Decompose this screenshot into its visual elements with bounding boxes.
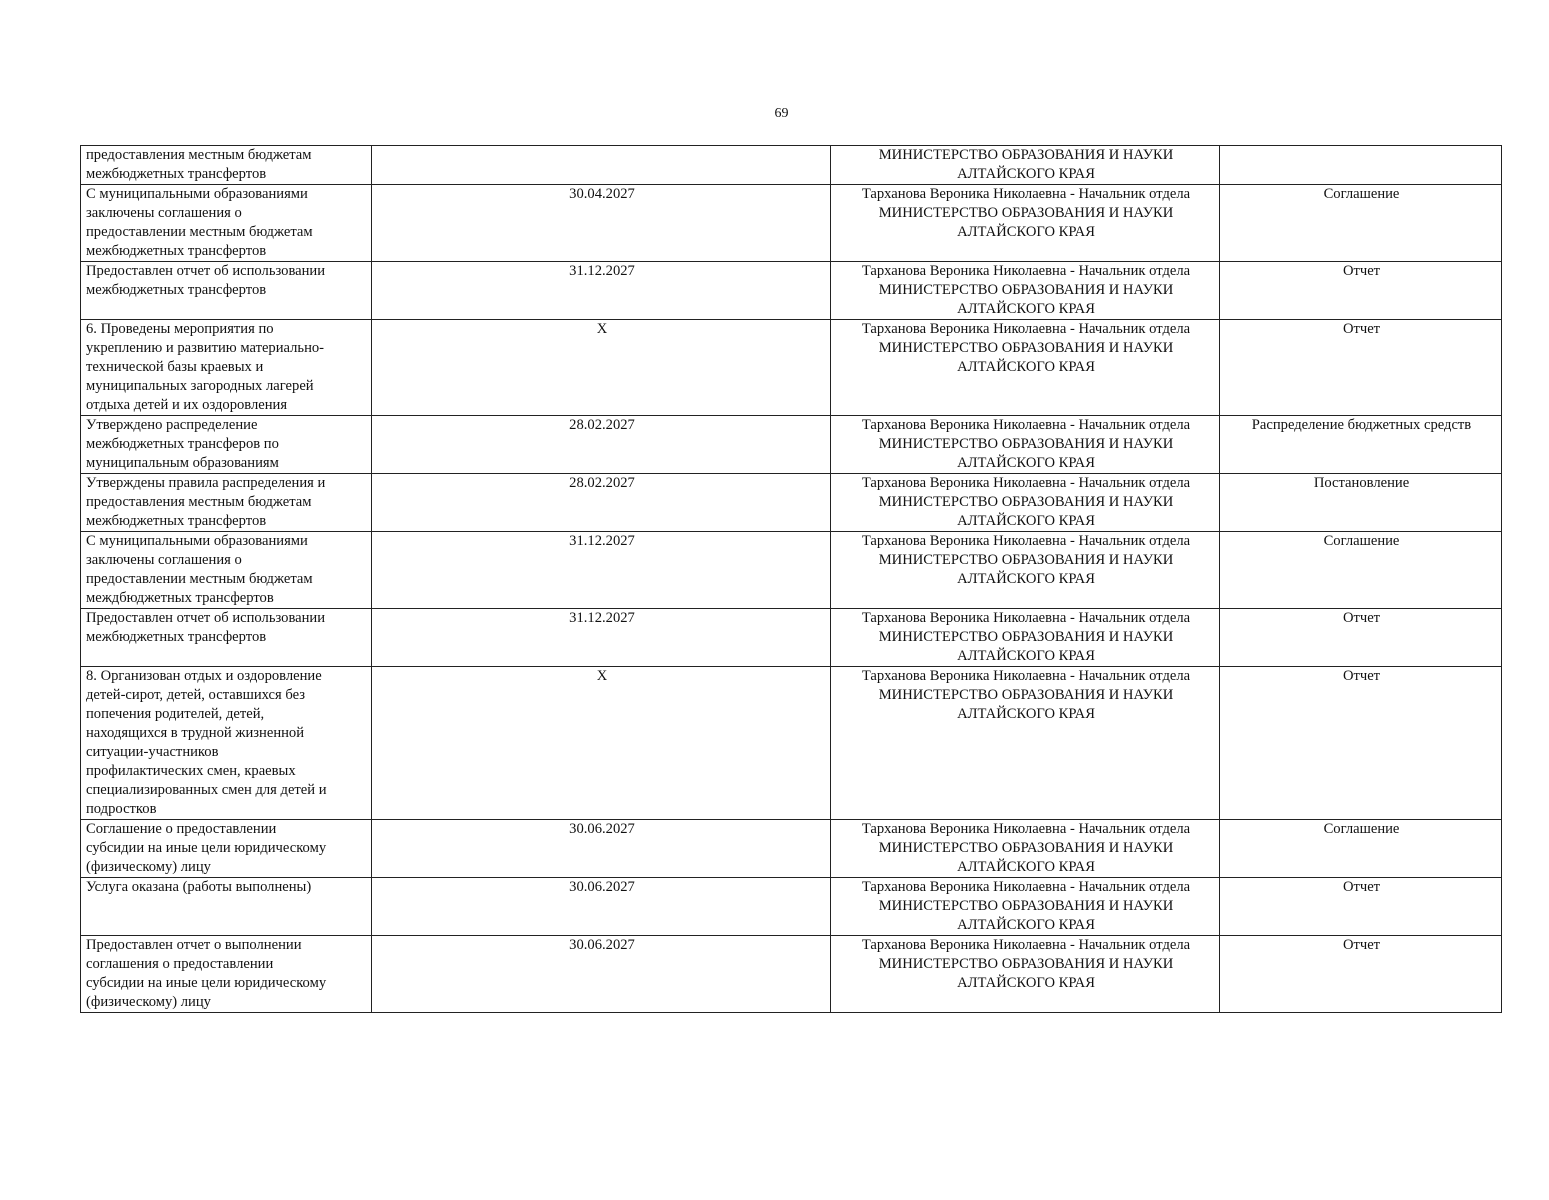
document-type-cell: Постановление [1220,474,1502,532]
measure-name-line: отдыха детей и их оздоровления [86,397,288,413]
responsible-line: МИНИСТЕРСТВО ОБРАЗОВАНИЯ И НАУКИ [878,956,1174,972]
page-number: 69 [774,106,789,121]
responsible-line: Тарханова Вероника Николаевна - Начальник отдела [861,610,1191,626]
measure-name-line: предоставлении местным бюджетам [86,571,313,587]
deadline-cell: 30.04.2027 [372,185,831,262]
measure-name-line: Услуга оказана (работы выполнены) [86,879,312,895]
measure-name-line: предоставлении местным бюджетам [86,224,313,240]
responsible-line: Тарханова Вероника Николаевна - Начальник отдела [861,417,1191,433]
deadline-cell: 30.06.2027 [372,936,831,1013]
measure-name-line: Предоставлен отчет об использовании [86,263,326,279]
measure-name-cell [81,667,372,820]
responsible-line: АЛТАЙСКОГО КРАЯ [957,975,1095,991]
responsible-line: МИНИСТЕРСТВО ОБРАЗОВАНИЯ И НАУКИ [878,282,1174,298]
measure-name-cell [81,320,372,416]
measure-name-line: технической базы краевых и [86,359,264,375]
measure-name-line: Соглашение о предоставлении [86,821,277,837]
measure-name-line: (физическому) лицу [86,994,211,1010]
measure-name-line: муниципальных загородных лагерей [86,378,314,394]
table-row [81,416,1502,474]
table-row [81,609,1502,667]
measure-name-line: субсидии на иные цели юридическому [86,840,327,856]
measure-name-line: междбюджетных трансфертов [86,590,274,606]
responsible-line: Тарханова Вероника Николаевна - Начальник отдела [861,533,1191,549]
deadline-cell: 28.02.2027 [372,416,831,474]
responsible-cell [831,474,1220,532]
responsible-line: АЛТАЙСКОГО КРАЯ [957,166,1095,182]
responsible-cell [831,609,1220,667]
responsible-line: МИНИСТЕРСТВО ОБРАЗОВАНИЯ И НАУКИ [878,205,1174,221]
deadline-cell: X [372,320,831,416]
responsible-line: МИНИСТЕРСТВО ОБРАЗОВАНИЯ И НАУКИ [878,898,1174,914]
responsible-cell [831,667,1220,820]
measure-name-line: межбюджетных трансфертов [86,243,267,259]
responsible-line: МИНИСТЕРСТВО ОБРАЗОВАНИЯ И НАУКИ [878,687,1174,703]
responsible-line: Тарханова Вероника Николаевна - Начальник отдела [861,321,1191,337]
document-type-cell: Отчет [1220,609,1502,667]
responsible-cell [831,936,1220,1013]
deadline-cell [372,146,831,185]
responsible-cell [831,416,1220,474]
measure-name-line: детей-сирот, детей, оставшихся без [86,687,306,703]
responsible-line: Тарханова Вероника Николаевна - Начальник отдела [861,821,1191,837]
measure-name-line: предоставления местным бюджетам [86,147,312,163]
table-body [81,146,1502,1013]
measure-name-cell [81,474,372,532]
responsible-cell [831,262,1220,320]
document-type-cell: Отчет [1220,878,1502,936]
responsible-line: АЛТАЙСКОГО КРАЯ [957,917,1095,933]
responsible-line: АЛТАЙСКОГО КРАЯ [957,359,1095,375]
measure-name-line: субсидии на иные цели юридическому [86,975,327,991]
responsible-line: МИНИСТЕРСТВО ОБРАЗОВАНИЯ И НАУКИ [878,436,1174,452]
deadline-cell: 31.12.2027 [372,532,831,609]
measure-name-line: подростков [86,801,157,817]
measure-name-line: попечения родителей, детей, [86,706,265,722]
deadline-cell: 31.12.2027 [372,609,831,667]
table-row [81,667,1502,820]
measure-name-line: С муниципальными образованиями [86,533,308,549]
document-type-cell: Отчет [1220,667,1502,820]
responsible-line: Тарханова Вероника Николаевна - Начальник отдела [861,475,1191,491]
responsible-line: АЛТАЙСКОГО КРАЯ [957,513,1095,529]
responsible-cell [831,146,1220,185]
measure-name-cell [81,609,372,667]
measure-name-line: профилактических смен, краевых [86,763,296,779]
measure-name-line: межбюджетных трансфертов [86,629,267,645]
table-row [81,936,1502,1013]
measure-name-line: межбюджетных трансферов по [86,436,279,452]
table-row [81,820,1502,878]
measure-name-line: муниципальным образованиям [86,455,279,471]
responsible-cell [831,185,1220,262]
measure-name-cell [81,532,372,609]
measure-name-line: находящихся в трудной жизненной [86,725,305,741]
responsible-line: Тарханова Вероника Николаевна - Начальник отдела [861,186,1191,202]
measure-name-line: Утверждены правила распределения и [86,475,326,491]
responsible-line: МИНИСТЕРСТВО ОБРАЗОВАНИЯ И НАУКИ [878,552,1174,568]
measure-name-line: Утверждено распределение [86,417,258,433]
measure-name-line: Предоставлен отчет об использовании [86,610,326,626]
responsible-cell [831,820,1220,878]
measure-name-cell [81,416,372,474]
document-type-cell: Отчет [1220,320,1502,416]
table-row [81,878,1502,936]
deadline-cell: X [372,667,831,820]
table-row [81,320,1502,416]
measure-name-line: 8. Организован отдых и оздоровление [86,668,322,684]
responsible-line: Тарханова Вероника Николаевна - Начальник отдела [861,937,1191,953]
deadline-cell: 30.06.2027 [372,820,831,878]
measure-name-cell [81,936,372,1013]
measure-name-line: С муниципальными образованиями [86,186,308,202]
measure-name-cell [81,185,372,262]
measure-name-line: укреплению и развитию материально- [86,340,325,356]
measure-name-line: межбюджетных трансфертов [86,166,267,182]
measure-name-line: 6. Проведены мероприятия по [86,321,274,337]
measure-name-line: специализированных смен для детей и [86,782,327,798]
responsible-line: АЛТАЙСКОГО КРАЯ [957,571,1095,587]
responsible-line: АЛТАЙСКОГО КРАЯ [957,706,1095,722]
responsible-line: МИНИСТЕРСТВО ОБРАЗОВАНИЯ И НАУКИ [878,629,1174,645]
document-type-cell [1220,146,1502,185]
measure-name-cell [81,146,372,185]
plan-table [80,145,1502,1013]
responsible-line: АЛТАЙСКОГО КРАЯ [957,648,1095,664]
measure-name-line: заключены соглашения о [86,552,242,568]
responsible-line: АЛТАЙСКОГО КРАЯ [957,301,1095,317]
document-type-cell: Соглашение [1220,532,1502,609]
responsible-line: АЛТАЙСКОГО КРАЯ [957,859,1095,875]
responsible-line: АЛТАЙСКОГО КРАЯ [957,224,1095,240]
deadline-cell: 30.06.2027 [372,878,831,936]
table-row [81,262,1502,320]
measure-name-line: соглашения о предоставлении [86,956,274,972]
table-row [81,146,1502,185]
responsible-line: МИНИСТЕРСТВО ОБРАЗОВАНИЯ И НАУКИ [878,494,1174,510]
responsible-line: МИНИСТЕРСТВО ОБРАЗОВАНИЯ И НАУКИ [878,147,1174,163]
responsible-line: МИНИСТЕРСТВО ОБРАЗОВАНИЯ И НАУКИ [878,840,1174,856]
table-row [81,532,1502,609]
table-row [81,474,1502,532]
table-row [81,185,1502,262]
responsible-line: АЛТАЙСКОГО КРАЯ [957,455,1095,471]
document-type-cell: Распределение бюджетных средств [1220,416,1502,474]
deadline-cell: 31.12.2027 [372,262,831,320]
measure-name-line: заключены соглашения о [86,205,242,221]
document-type-cell: Соглашение [1220,820,1502,878]
responsible-cell [831,532,1220,609]
responsible-line: Тарханова Вероника Николаевна - Начальник отдела [861,668,1191,684]
responsible-line: Тарханова Вероника Николаевна - Начальник отдела [861,879,1191,895]
measure-name-cell [81,878,372,936]
measure-name-line: Предоставлен отчет о выполнении [86,937,302,953]
measure-name-cell [81,820,372,878]
document-type-cell: Отчет [1220,936,1502,1013]
measure-name-line: (физическому) лицу [86,859,211,875]
responsible-line: Тарханова Вероника Николаевна - Начальник отдела [861,263,1191,279]
deadline-cell: 28.02.2027 [372,474,831,532]
responsible-cell [831,878,1220,936]
responsible-line: МИНИСТЕРСТВО ОБРАЗОВАНИЯ И НАУКИ [878,340,1174,356]
document-type-cell: Отчет [1220,262,1502,320]
responsible-cell [831,320,1220,416]
document-type-cell: Соглашение [1220,185,1502,262]
measure-name-line: межбюджетных трансфертов [86,513,267,529]
measure-name-line: предоставления местным бюджетам [86,494,312,510]
measure-name-cell [81,262,372,320]
measure-name-line: ситуации-участников [86,744,219,760]
measure-name-line: межбюджетных трансфертов [86,282,267,298]
